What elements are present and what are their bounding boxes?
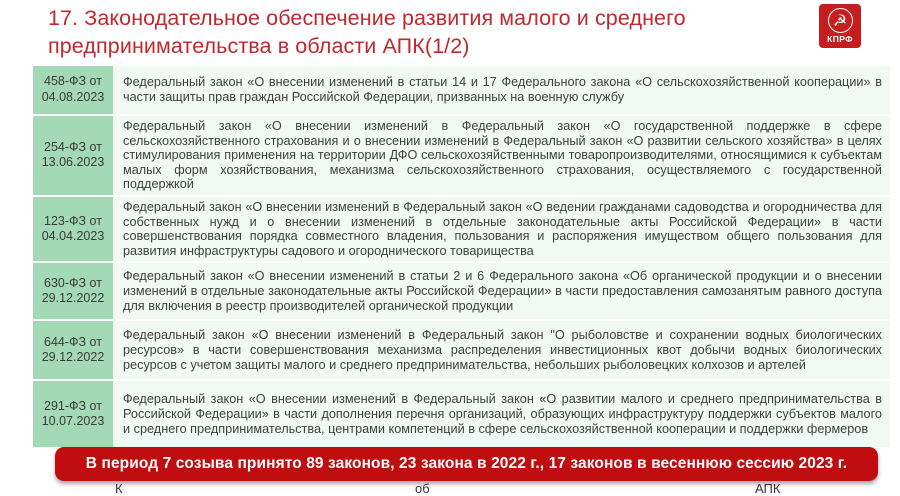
law-description-cell xyxy=(113,116,890,195)
cutoff-text-fragment: об xyxy=(415,481,430,496)
law-number-badge xyxy=(33,381,113,447)
page-title: 17. Законодательное обеспечение развития малого и среднего предпринимательства в области АПК(1/2) xyxy=(48,6,686,58)
law-number-badge xyxy=(33,263,113,319)
law-row xyxy=(33,66,890,114)
law-description-cell xyxy=(113,321,890,379)
law-number: 123-ФЗ от xyxy=(44,213,102,228)
law-number: 291-ФЗ от xyxy=(44,398,102,413)
law-date: 13.06.2023 xyxy=(41,155,105,170)
law-description-cell xyxy=(113,263,890,319)
law-description-cell xyxy=(113,381,890,447)
law-description: Федеральный закон «О внесении изменений в Федеральный закон «О ведении гражданами садоводства и огородничества для собственных нужд и о внесении изменений в отдельные законодательные акты Российской Федерации» в части совершенствования порядка совместного владения, пользования и распоряжения имуществом общего пользования для развития инфраструктуры садового и огороднического товарищества xyxy=(123,199,882,258)
law-number-badge xyxy=(33,66,113,114)
law-description: Федеральный закон «О внесении изменений в Федеральный закон "О рыболовстве и сохранении водных биологических ресурсов» в части совершенствования механизма распределения инвестиционных квот добычи водных биологических ресурсов с учетом защиты малого и среднего предпринимательства, небольших рыболовецких колхозов и артелей xyxy=(123,328,882,372)
cutoff-text-fragment: АПК xyxy=(755,481,781,496)
law-description: Федеральный закон «О внесении изменений в Федеральный закон «О развитии малого и среднего предпринимательства в Российской Федерации» в части дополнения перечня организаций, образующих инфраструктуру поддержки субъектов малого и среднего предпринимательства, центрами компетенций в сфере сельскохозяйственной кооперации и поддержки фермеров xyxy=(123,392,882,436)
law-row xyxy=(33,263,890,319)
law-date: 29.12.2022 xyxy=(41,291,105,306)
law-number: 458-ФЗ от xyxy=(44,74,102,89)
law-number: 254-ФЗ от xyxy=(44,139,102,154)
summary-banner xyxy=(55,447,878,481)
law-date: 29.12.2022 xyxy=(41,350,105,365)
cutoff-text-line xyxy=(0,481,900,496)
law-description: Федеральный закон «О внесении изменений в статьи 14 и 17 Федерального закона «О сельскохозяйственной кооперации» в части защиты прав граждан Российской Федерации, призванных на военную службу xyxy=(123,75,882,104)
law-number: 644-ФЗ от xyxy=(44,334,102,349)
kprf-logo xyxy=(819,4,861,48)
law-row xyxy=(33,321,890,379)
law-number-badge xyxy=(33,116,113,195)
law-date: 04.04.2023 xyxy=(41,229,105,244)
law-number: 630-ФЗ от xyxy=(44,275,102,290)
laws-table xyxy=(33,66,890,449)
kprf-logo-label: КПРФ xyxy=(827,34,853,44)
law-row xyxy=(33,381,890,447)
law-row xyxy=(33,116,890,195)
law-description: Федеральный закон «О внесении изменений в статьи 2 и 6 Федерального закона «Об органической продукции и о внесении изменений в отдельные законодательные акты Российской Федерации» в части предоставления самозанятым равного доступа для включения в реестр производителей органической продукции xyxy=(123,269,882,313)
law-date: 10.07.2023 xyxy=(41,414,105,429)
law-description-cell xyxy=(113,66,890,114)
cutoff-text-fragment: К xyxy=(115,481,123,496)
hammer-and-sickle-icon: ☭ xyxy=(828,8,853,33)
law-description: Федеральный закон «О внесении изменений в Федеральный закон «О государственной поддержке в сфере сельскохозяйственного страхования и о внесении изменений в Федеральный закон «О развитии сельского хозяйства» в целях стимулирования применения на территории ДФО сельскохозяйственными товаропроизводителями, относящимися к субъектам малых форм хозяйствования, механизма сельскохозяйственного страхования, осуществляемого с государственной поддержкой xyxy=(123,119,882,192)
law-number-badge xyxy=(33,321,113,379)
law-date: 04.08.2023 xyxy=(41,90,105,104)
law-number-badge xyxy=(33,197,113,261)
summary-banner-text: В период 7 созыва принято 89 законов, 23 закона в 2022 г., 17 законов в весеннюю сессию 2023 г. xyxy=(85,455,848,472)
law-row xyxy=(33,197,890,261)
law-description-cell xyxy=(113,197,890,261)
